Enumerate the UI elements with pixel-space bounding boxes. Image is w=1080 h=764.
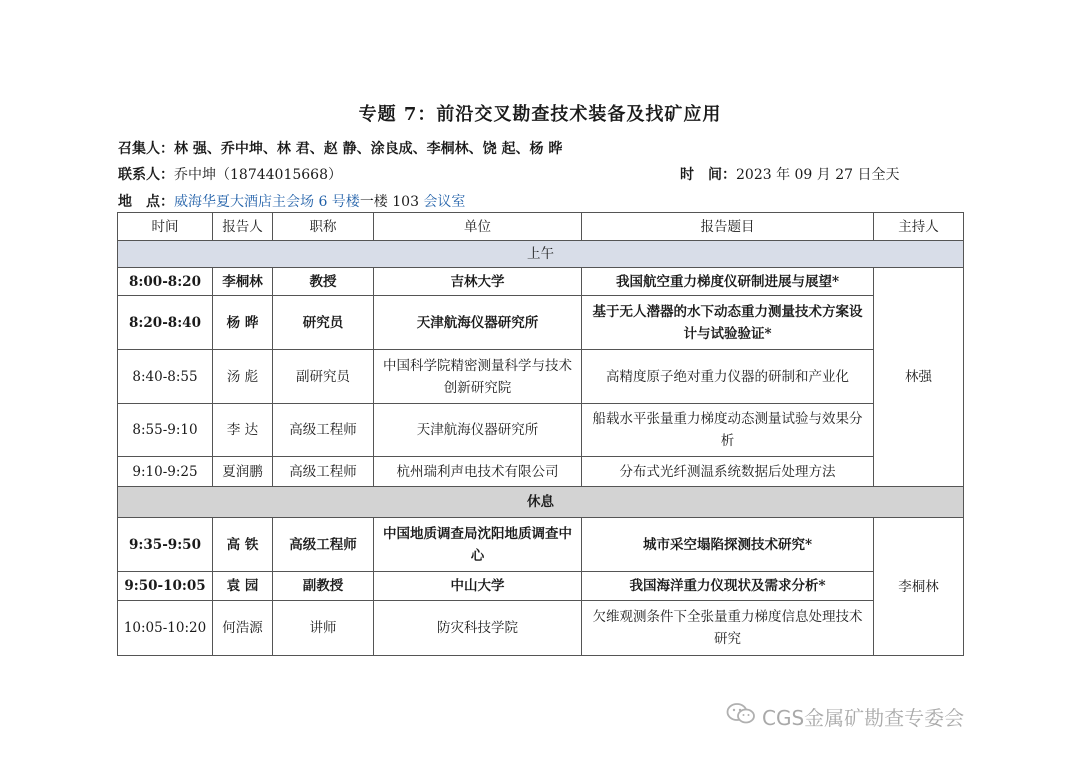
cell-speaker: 李桐林 xyxy=(213,268,273,296)
venue-line xyxy=(118,191,465,211)
break-label: 休息 xyxy=(118,487,964,518)
session-label-row xyxy=(118,241,964,268)
header-topic: 报告题目 xyxy=(582,213,874,241)
venue-hotel: 威海华夏大酒店主会场 6 号楼 xyxy=(174,194,360,210)
cell-topic: 我国航空重力梯度仪研制进展与展望* xyxy=(582,268,874,296)
table-row xyxy=(118,518,964,572)
watermark xyxy=(726,702,964,731)
header-rank: 职称 xyxy=(273,213,374,241)
host-cell-2: 李桐林 xyxy=(874,518,964,656)
table-row xyxy=(118,350,964,404)
conveners-line: 召集人：林 强、乔中坤、林 君、赵 静、涂良成、李桐林、饶 起、杨 晔 xyxy=(118,141,563,157)
cell-time: 9:10-9:25 xyxy=(118,457,213,487)
cell-rank: 教授 xyxy=(273,268,374,296)
contact-label: 联系人： xyxy=(118,167,174,183)
table-row xyxy=(118,601,964,656)
cell-time: 9:35-9:50 xyxy=(118,518,213,572)
header-speaker: 报告人 xyxy=(213,213,273,241)
cell-topic: 高精度原子绝对重力仪器的研制和产业化 xyxy=(582,350,874,404)
page-title: 专题 7：前沿交叉勘查技术装备及找矿应用 xyxy=(358,104,722,125)
cell-time: 8:00-8:20 xyxy=(118,268,213,296)
cell-speaker: 李 达 xyxy=(213,404,273,457)
cell-org: 中国地质调查局沈阳地质调查中心 xyxy=(374,518,582,572)
table-row xyxy=(118,404,964,457)
datetime-value: 2023 年 09 月 27 日全天 xyxy=(736,167,900,183)
contact-line xyxy=(118,164,342,184)
venue-room: 一楼 103 xyxy=(359,194,419,210)
table-header-row xyxy=(118,213,964,241)
cell-org: 天津航海仪器研究所 xyxy=(374,296,582,350)
cell-speaker: 高 铁 xyxy=(213,518,273,572)
cell-org: 中山大学 xyxy=(374,572,582,601)
cell-speaker: 杨 晔 xyxy=(213,296,273,350)
cell-topic: 欠维观测条件下全张量重力梯度信息处理技术研究 xyxy=(582,601,874,656)
cell-rank: 副研究员 xyxy=(273,350,374,404)
table-row xyxy=(118,268,964,296)
cell-org: 吉林大学 xyxy=(374,268,582,296)
cell-rank: 高级工程师 xyxy=(273,518,374,572)
cell-time: 8:55-9:10 xyxy=(118,404,213,457)
cell-org: 天津航海仪器研究所 xyxy=(374,404,582,457)
datetime-label: 时 间： xyxy=(680,167,736,183)
cell-time: 10:05-10:20 xyxy=(118,601,213,656)
table-row xyxy=(118,572,964,601)
cell-topic: 船载水平张量重力梯度动态测量试验与效果分析 xyxy=(582,404,874,457)
cell-rank: 高级工程师 xyxy=(273,457,374,487)
datetime-line xyxy=(680,164,900,184)
cell-rank: 高级工程师 xyxy=(273,404,374,457)
cell-speaker: 夏润鹏 xyxy=(213,457,273,487)
schedule-table xyxy=(117,212,964,656)
cell-topic: 我国海洋重力仪现状及需求分析* xyxy=(582,572,874,601)
table-row xyxy=(118,296,964,350)
cell-rank: 副教授 xyxy=(273,572,374,601)
cell-time: 8:40-8:55 xyxy=(118,350,213,404)
cell-speaker: 袁 园 xyxy=(213,572,273,601)
break-row xyxy=(118,487,964,518)
host-cell-1: 林强 xyxy=(874,268,964,487)
watermark-text: CGS金属矿勘查专委会 xyxy=(762,706,965,730)
contact-value: 乔中坤（18744015668） xyxy=(174,167,342,183)
cell-topic: 分布式光纤测温系统数据后处理方法 xyxy=(582,457,874,487)
morning-label: 上午 xyxy=(118,241,964,268)
cell-rank: 讲师 xyxy=(273,601,374,656)
header-time: 时间 xyxy=(118,213,213,241)
table-row xyxy=(118,457,964,487)
cell-speaker: 汤 彪 xyxy=(213,350,273,404)
venue-hall: 会议室 xyxy=(418,194,466,210)
cell-org: 中国科学院精密测量科学与技术创新研究院 xyxy=(374,350,582,404)
cell-topic: 基于无人潜器的水下动态重力测量技术方案设计与试验验证* xyxy=(582,296,874,350)
cell-org: 防灾科技学院 xyxy=(374,601,582,656)
cell-speaker: 何浩源 xyxy=(213,601,273,656)
wechat-icon xyxy=(726,702,756,731)
cell-org: 杭州瑞利声电技术有限公司 xyxy=(374,457,582,487)
header-org: 单位 xyxy=(374,213,582,241)
cell-time: 9:50-10:05 xyxy=(118,572,213,601)
header-host: 主持人 xyxy=(874,213,964,241)
cell-topic: 城市采空塌陷探测技术研究* xyxy=(582,518,874,572)
cell-rank: 研究员 xyxy=(273,296,374,350)
venue-label: 地 点： xyxy=(118,194,174,210)
cell-time: 8:20-8:40 xyxy=(118,296,213,350)
